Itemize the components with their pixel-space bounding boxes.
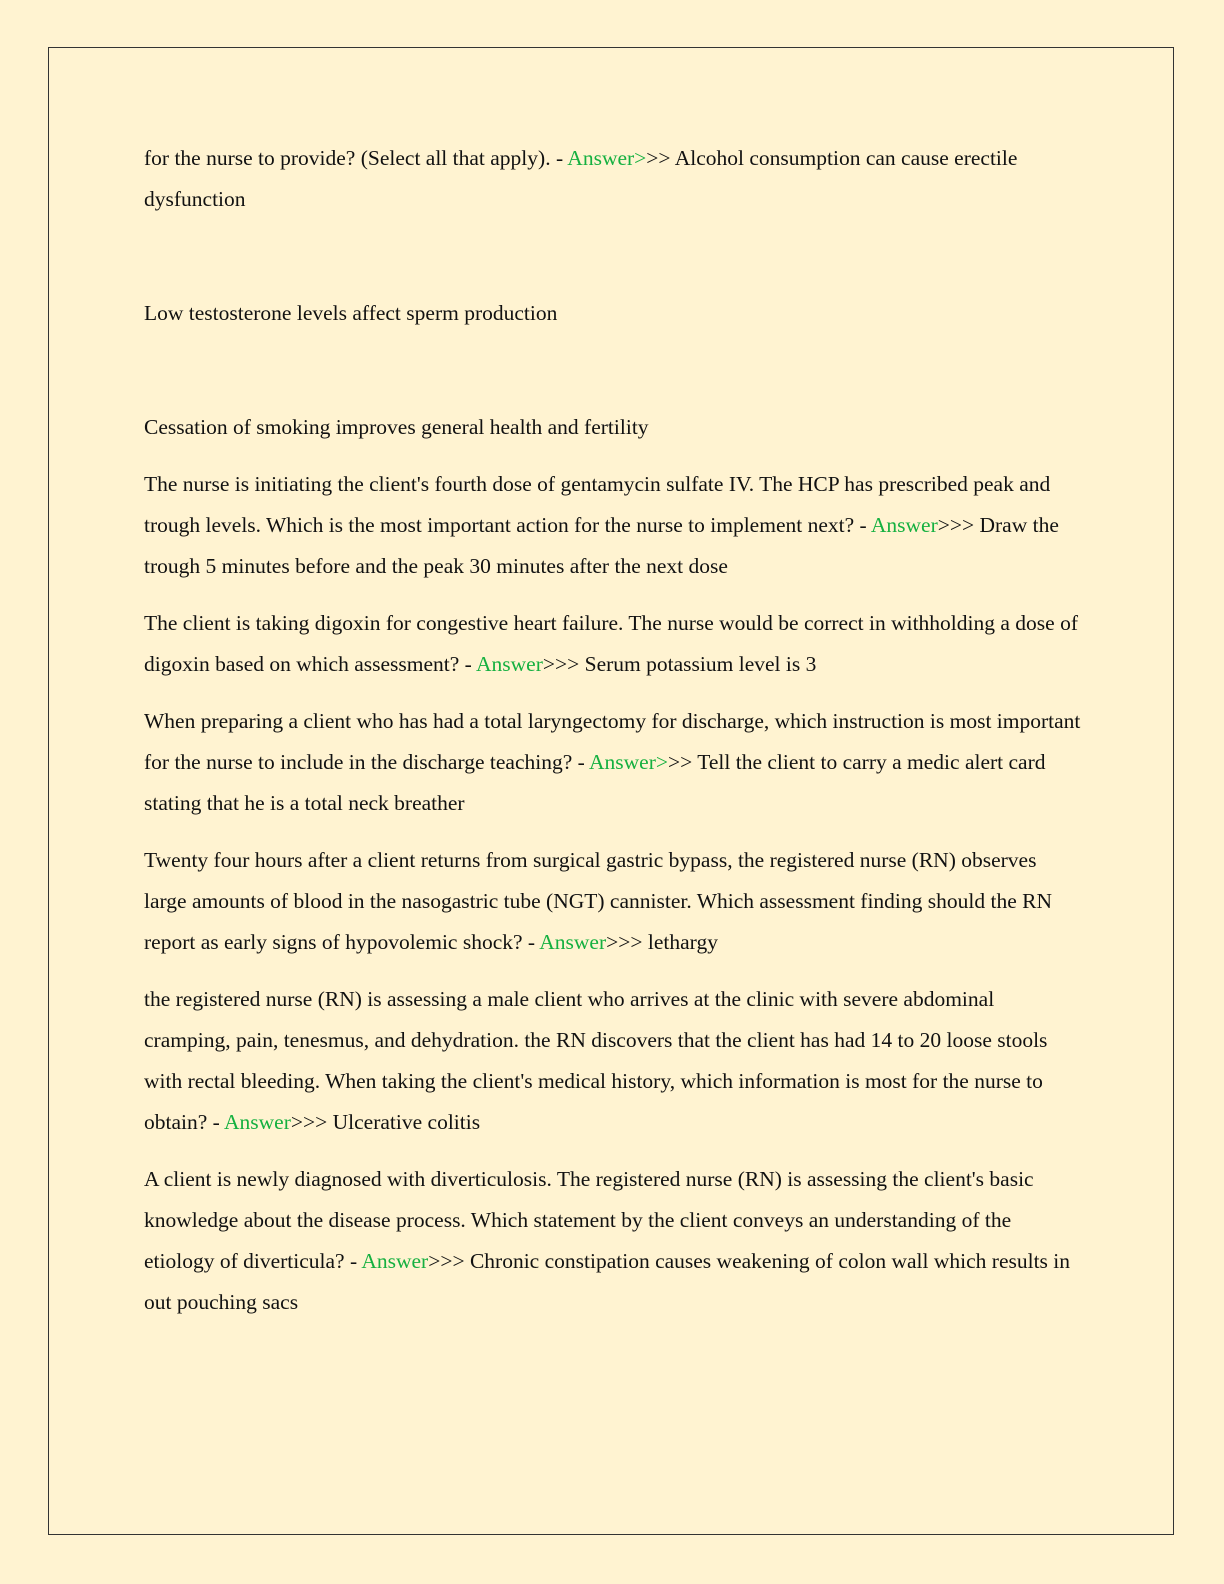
- answer-text: >> Tell the client to carry a medic alert card stating that he is a total neck breather: [144, 750, 1046, 815]
- document-body: [144, 138, 1084, 1323]
- answer-text: >>> Draw the trough 5 minutes before and the peak 30 minutes after the next dose: [144, 513, 1059, 578]
- qa-paragraph: [144, 701, 1084, 824]
- qa-paragraph: [144, 138, 1084, 220]
- answer-text: >>> Chronic constipation causes weakening of colon wall which results in out pouching sacs: [144, 1249, 1071, 1314]
- answer-text: >>> Ulcerative colitis: [290, 1110, 481, 1134]
- answer-text: >> Alcohol consumption can cause erectile dysfunction: [144, 146, 1018, 211]
- qa-paragraph: [144, 1159, 1084, 1323]
- question-text: The client is taking digoxin for congestive heart failure. The nurse would be correct in withholding a dose of digoxin based on which assessment? -: [144, 611, 1078, 676]
- answer-text: >>> Serum potassium level is 3: [542, 652, 817, 676]
- answer-option-line: Low testosterone levels affect sperm production: [144, 301, 558, 325]
- qa-paragraph: [144, 840, 1084, 963]
- question-text: the registered nurse (RN) is assessing a male client who arrives at the clinic with severe abdominal cramping, pain, tenesmus, and dehydration. the RN discovers that the client has had 14 to 20 loose stools with rectal bleeding. When taking the client's medical history, which information is most for the nurse to obtain? -: [144, 987, 1048, 1134]
- question-text: for the nurse to provide? (Select all that apply). -: [144, 146, 568, 170]
- answer-marker: Answer: [224, 1110, 291, 1134]
- answer-marker: Answer>: [567, 146, 647, 170]
- answer-option-line: Cessation of smoking improves general health and fertility: [144, 415, 649, 439]
- qa-paragraph: [144, 979, 1084, 1143]
- answer-text: >>> lethargy: [606, 930, 718, 954]
- answer-marker: Answer: [539, 930, 607, 954]
- qa-paragraph: [144, 603, 1084, 685]
- answer-marker: Answer: [870, 513, 938, 537]
- question-text: When preparing a client who has had a total laryngectomy for discharge, which instruction is most important for the nurse to include in the discharge teaching? -: [144, 709, 1081, 774]
- question-text: A client is newly diagnosed with diverticulosis. The registered nurse (RN) is assessing the client's basic knowledge about the disease process. Which statement by the client conveys an understanding of the etiology of diverticula? -: [144, 1167, 1034, 1273]
- answer-marker: Answer>: [588, 750, 668, 774]
- answer-marker: Answer: [361, 1249, 429, 1273]
- question-text: Twenty four hours after a client returns from surgical gastric bypass, the registered nurse (RN) observes large amounts of blood in the nasogastric tube (NGT) cannister. Which assessment finding should the RN report as early signs of hypovolemic shock? -: [144, 848, 1053, 954]
- question-text: The nurse is initiating the client's fourth dose of gentamycin sulfate IV. The HCP has prescribed peak and trough levels. Which is the most important action for the nurse to implement next? -: [144, 472, 1051, 537]
- answer-marker: Answer: [476, 652, 543, 676]
- qa-paragraph: [144, 464, 1084, 587]
